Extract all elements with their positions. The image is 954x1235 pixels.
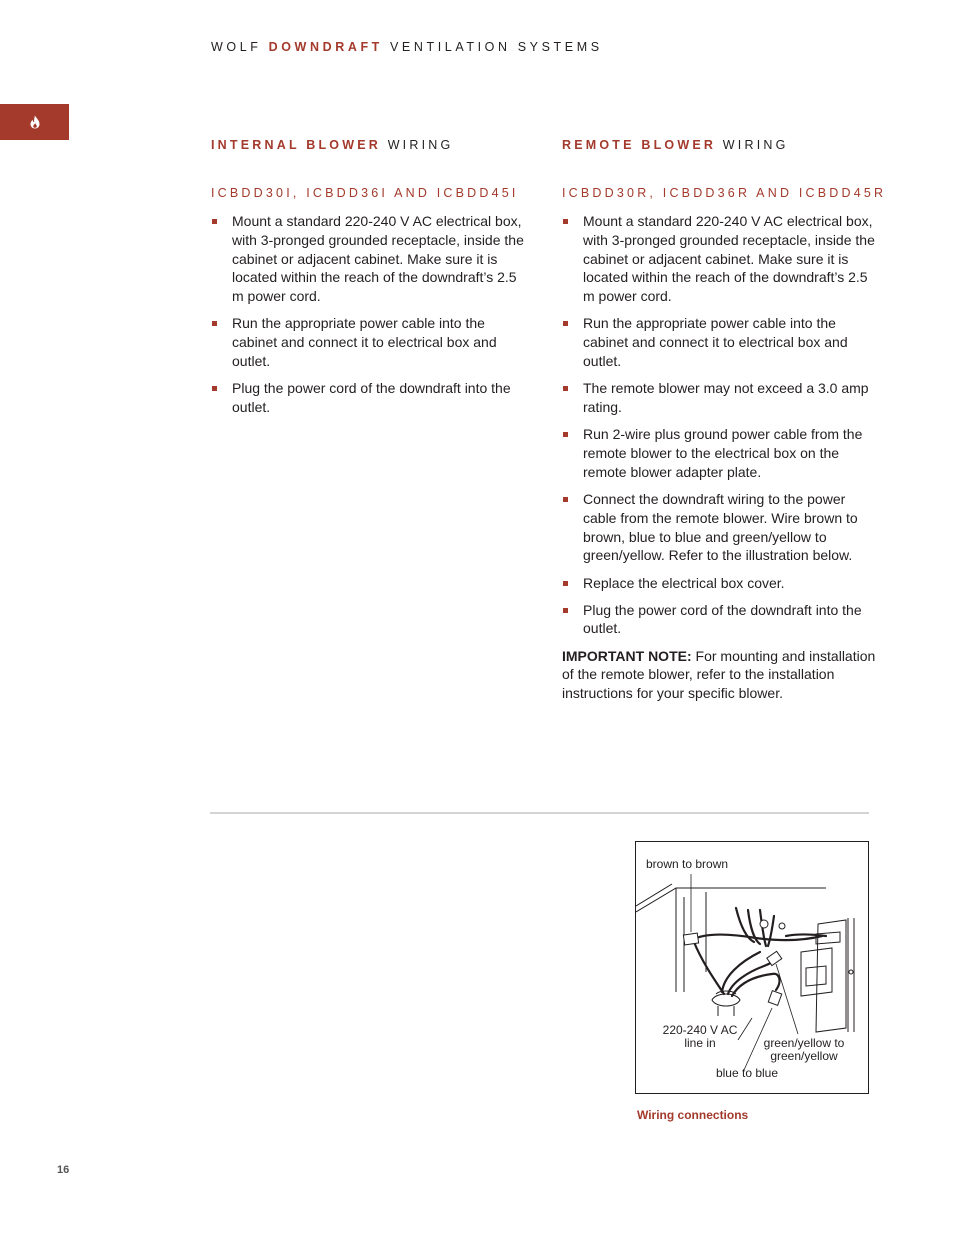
- wiring-illustration: [635, 841, 869, 1094]
- page-number: 16: [57, 1164, 70, 1176]
- remote-title-rest: WIRING: [722, 138, 789, 152]
- section-tab: [0, 104, 69, 140]
- list-item: Run the appropriate power cable into the cabinet and connect it to electrical box and outlet.: [562, 314, 882, 370]
- label-brown-to-brown: brown to brown: [646, 857, 729, 871]
- list-item: Run the appropriate power cable into the cabinet and connect it to electrical box and outlet.: [211, 314, 531, 370]
- important-note: [562, 647, 882, 703]
- list-item: Mount a standard 220-240 V AC electrical box, with 3-pronged grounded receptacle, inside the cabinet or adjacent cabinet. Make sure it is located within the reach of the downdraft’s 2.5 m power cord.: [562, 212, 882, 306]
- remote-title-bold: REMOTE BLOWER: [562, 138, 717, 152]
- internal-models: ICBDD30I, ICBDD36I AND ICBDD45I: [211, 186, 519, 200]
- list-item: Plug the power cord of the downdraft into the outlet.: [562, 601, 882, 639]
- list-item: Replace the electrical box cover.: [562, 574, 882, 593]
- list-item: Run 2-wire plus ground power cable from the remote blower to the electrical box on the remote blower adapter plate.: [562, 425, 882, 481]
- note-text: For mounting and installation of the remote blower, refer to the installation instructions for your specific blower.: [562, 647, 876, 702]
- list-item: The remote blower may not exceed a 3.0 amp rating.: [562, 379, 882, 417]
- label-blue-to-blue: blue to blue: [715, 1066, 779, 1080]
- figure-caption: Wiring connections: [637, 1108, 749, 1122]
- section-divider: [210, 812, 869, 814]
- label-gy-2: green/yellow: [770, 1049, 838, 1063]
- remote-models: ICBDD30R, ICBDD36R AND ICBDD45R: [562, 186, 887, 200]
- header-highlight: DOWNDRAFT: [268, 40, 383, 54]
- internal-steps-list: [211, 212, 531, 417]
- header-prefix: WOLF: [211, 40, 262, 54]
- internal-title-bold: INTERNAL BLOWER: [211, 138, 381, 152]
- running-header: [211, 40, 603, 54]
- label-gy-1: green/yellow to: [763, 1036, 845, 1050]
- internal-title: [211, 138, 531, 152]
- remote-title: [562, 138, 882, 152]
- label-line-in-2: line in: [684, 1036, 716, 1050]
- label-line-in: [658, 1024, 742, 1050]
- list-item: Plug the power cord of the downdraft into the outlet.: [211, 379, 531, 417]
- flame-icon: [29, 115, 41, 129]
- list-item: Connect the downdraft wiring to the power cable from the remote blower. Wire brown to brown, blue to blue and green/yellow to green/yellow. Refer to the illustration below.: [562, 490, 882, 565]
- internal-title-rest: WIRING: [387, 138, 454, 152]
- remote-steps-list: [562, 212, 882, 638]
- note-label: IMPORTANT NOTE:: [562, 647, 692, 664]
- list-item: Mount a standard 220-240 V AC electrical box, with 3-pronged grounded receptacle, inside the cabinet or adjacent cabinet. Make sure it is located within the reach of the downdraft’s 2.5 m power cord.: [211, 212, 531, 306]
- label-line-in-1: 220-240 V AC: [662, 1023, 738, 1037]
- label-green-yellow: [756, 1037, 852, 1063]
- header-suffix: VENTILATION SYSTEMS: [390, 40, 603, 54]
- remote-blower-section: [562, 138, 887, 717]
- internal-blower-section: [211, 138, 531, 425]
